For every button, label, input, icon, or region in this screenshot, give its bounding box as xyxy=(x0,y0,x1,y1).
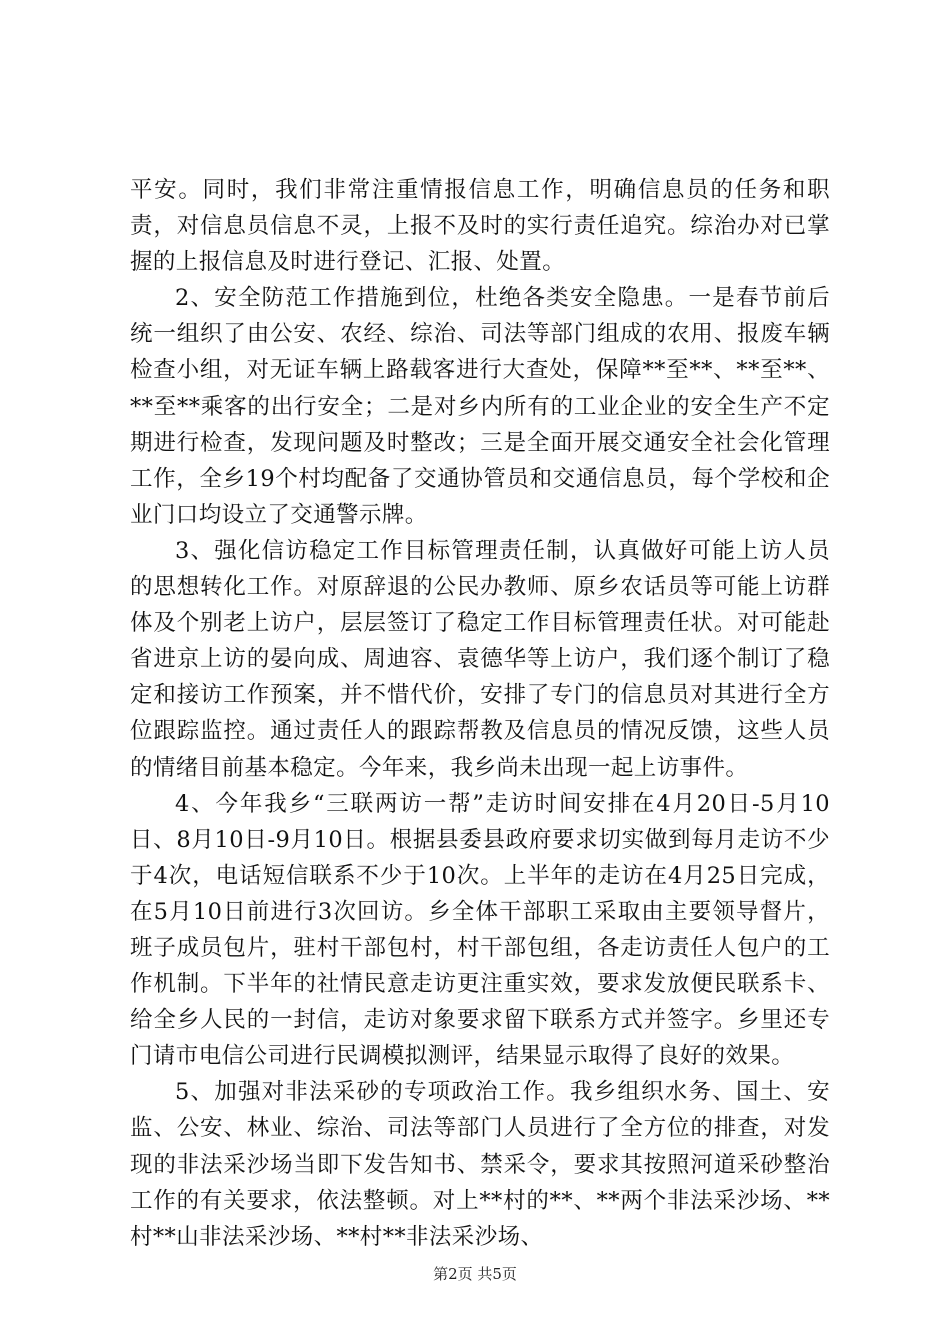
paragraph-2: 2、安全防范工作措施到位，杜绝各类安全隐患。一是春节前后统一组织了由公安、农经、综治、司法等部门组成的农用、报废车辆检查小组，对无证车辆上路载客进行大查处，保障**至**、**至**、**至**乘客的出行安全；二是对乡内所有的工业企业的安全生产不定期进行检查，发现问题及时整改；三是全面开展交通安全社会化管理工作，全乡19个村均配备了交通协管员和交通信息员，每个学校和企业门口均设立了交通警示牌。 xyxy=(130,285,830,528)
paragraph-3: 3、强化信访稳定工作目标管理责任制，认真做好可能上访人员的思想转化工作。对原辞退的公民办教师、原乡农话员等可能上访群体及个别老上访户，层层签订了稳定工作目标管理责任状。对可能赴省进京上访的晏向成、周迪容、袁德华等上访户，我们逐个制订了稳定和接访工作预案，并不惜代价，安排了专门的信息员对其进行全方位跟踪监控。通过责任人的跟踪帮教及信息员的情况反馈，这些人员的情绪目前基本稳定。今年来，我乡尚未出现一起上访事件。 xyxy=(130,537,830,781)
paragraph-1: 平安。同时，我们非常注重情报信息工作，明确信息员的任务和职责，对信息员信息不灵，上报不及时的实行责任追究。综治办对已掌握的上报信息及时进行登记、汇报、处置。 xyxy=(130,177,830,276)
paragraph-5: 5、加强对非法采砂的专项政治工作。我乡组织水务、国土、安监、公安、林业、综治、司法等部门人员进行了全方位的排查，对发现的非法采沙场当即下发告知书、禁采令，要求其按照河道采砂整治工作的有关要求，依法整顿。对上**村的**、**两个非法采沙场、**村**山非法采沙场、**村**非法采沙场、 xyxy=(130,1079,830,1250)
paragraph-4: 4、今年我乡“三联两访一帮”走访时间安排在4月20日-5月10日、8月10日-9月10日。根据县委县政府要求切实做到每月走访不少于4次，电话短信联系不少于10次。上半年的走访在4月25日完成，在5月10日前进行3次回访。乡全体干部职工采取由主要领导督片，班子成员包片，驻村干部包村，村干部包组，各走访责任人包户的工作机制。下半年的社情民意走访更注重实效，要求发放便民联系卡、给全乡人民的一封信，走访对象要求留下联系方式并签字。乡里还专门请市电信公司进行民调模拟测评，结果显示取得了良好的效果。 xyxy=(130,790,830,1070)
document-body xyxy=(130,172,830,1255)
page-number-footer: 第2页 共5页 xyxy=(433,1265,517,1283)
